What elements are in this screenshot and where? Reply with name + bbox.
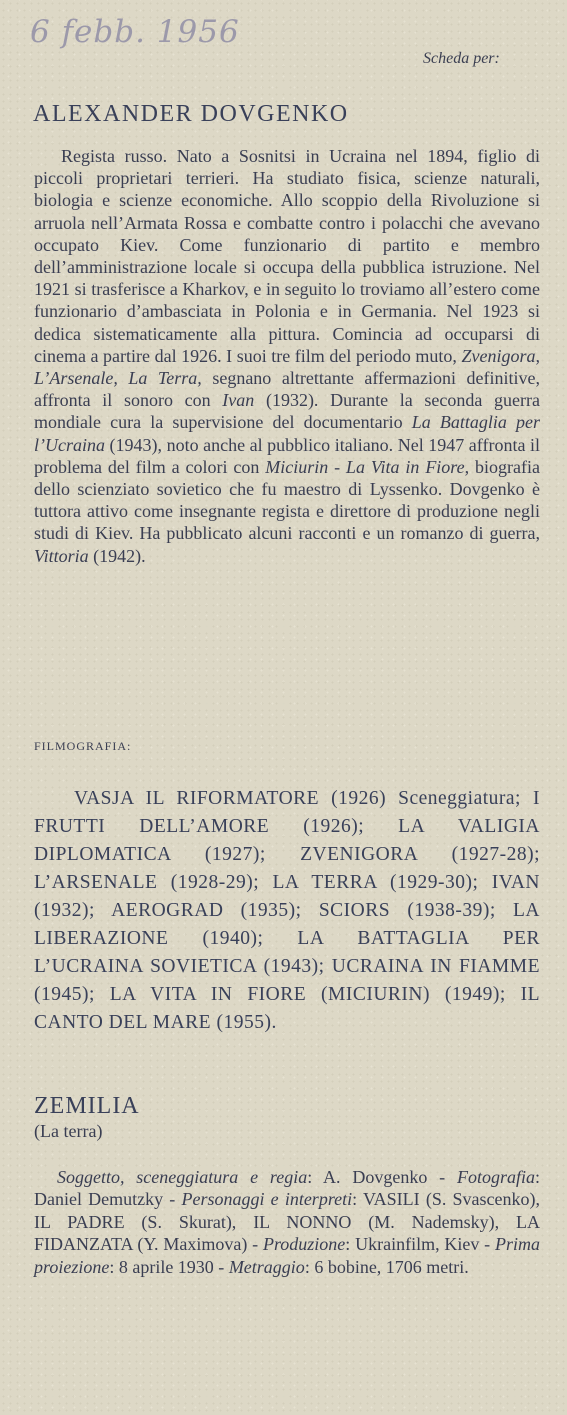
film-subtitle: (La terra) bbox=[34, 1121, 103, 1141]
credit-value: : 8 aprile 1930 - bbox=[109, 1256, 229, 1277]
film-credits bbox=[34, 1166, 540, 1278]
director-name: ALEXANDER DOVGENKO bbox=[33, 101, 349, 127]
bio-film-titles: Zvenigora, L’Arsenale, La Terra, bbox=[34, 345, 540, 389]
bio-film-title: Ivan bbox=[222, 390, 255, 411]
credit-value: : A. Dovgenko - bbox=[307, 1167, 457, 1187]
credit-value: : 6 bobine, 1706 metri. bbox=[304, 1256, 469, 1277]
handwritten-date-note: 6 febb. 1956 bbox=[30, 14, 240, 50]
credit-label: Prima proiezione bbox=[34, 1234, 540, 1277]
credit-label: Metraggio bbox=[228, 1256, 305, 1277]
scheda-label: Scheda per: bbox=[423, 50, 500, 67]
bio-text: (1943), noto anche al pubblico italiano. Nel 1947 affronta il problema del film a colori con bbox=[34, 434, 540, 477]
biography-paragraph bbox=[34, 145, 540, 567]
bio-film-title: La Battaglia per l’Ucraina bbox=[34, 412, 540, 455]
bio-text: Regista russo. Nato a Sosnitsi in Ucraina nel 1894, figlio di piccoli proprietari terrieri. Ha studiato fisica, scienze naturali, biologia e scienze economiche. Allo scoppio della Rivoluzione si arruola nell’Armata Rossa e combatte contro i polacchi che avevano occupato Kiev. Come funzionario di partito e membro dell’amministrazione locale si occupa della pubblica istruzione. Nel 1921 si trasferisce a Kharkov, e in seguito lo troviamo all’estero come funzionario d’ambasciata in Polonia e in Germania. Nel 1923 si dedica sistematicamente alla pittura. Comincia ad occuparsi di cinema a partire dal 1926. I suoi tre film del periodo muto, bbox=[34, 146, 540, 366]
credit-label: Fotografia bbox=[456, 1167, 535, 1187]
bio-film-title: Vittoria bbox=[34, 545, 89, 566]
credit-label: Personaggi e interpreti bbox=[181, 1189, 353, 1210]
filmography-list: VASJA IL RIFORMATORE (1926) Sceneggiatura; I FRUTTI DELL’AMORE (1926); LA VALIGIA DIPLOMATICA (1927); ZVENIGORA (1927-28); L’ARSENALE (1928-29); LA TERRA (1929-30); IVAN (1932); AEROGRAD (1935); SCIORS (1938-39); LA LIBERAZIONE (1940); LA BATTAGLIA PER L’UCRAINA SOVIETICA (1943); UCRAINA IN FIAMME (1945); LA VITA IN FIORE (MICIURIN) (1949); IL CANTO DEL MARE (1955). bbox=[34, 788, 540, 1033]
bio-text: segnano altrettante affermazioni definitive, affronta il sonoro con bbox=[34, 368, 540, 411]
bio-text: (1932). Durante la seconda guerra mondiale cura la supervisione del documentario bbox=[34, 390, 540, 433]
credit-value: : VASILI (S. Svascenko), IL PADRE (S. Skurat), IL NONNO (M. Nademsky), LA FIDANZATA (Y. Maximova) - bbox=[34, 1189, 540, 1255]
bio-text: (1942). bbox=[88, 545, 146, 566]
credit-label: Produzione bbox=[262, 1234, 346, 1255]
credit-value: : Daniel Demutzky - bbox=[34, 1167, 540, 1210]
filmography-heading: FILMOGRAFIA: bbox=[34, 739, 132, 753]
film-title: ZEMILIA bbox=[34, 1093, 140, 1119]
bio-film-title: Miciurin - La Vita in Fiore, bbox=[265, 456, 470, 477]
credit-value: : Ukrainfilm, Kiev - bbox=[345, 1234, 495, 1255]
bio-text: biografia dello scienziato sovietico che fu maestro di Lyssenko. Dovgenko è tuttora attivo come insegnante regista e direttore di produzione negli studi di Kiev. Ha pubblicato alcuni racconti e un romanzo di guerra, bbox=[34, 456, 540, 544]
credit-label: Soggetto, sceneggiatura e regia bbox=[57, 1167, 308, 1187]
